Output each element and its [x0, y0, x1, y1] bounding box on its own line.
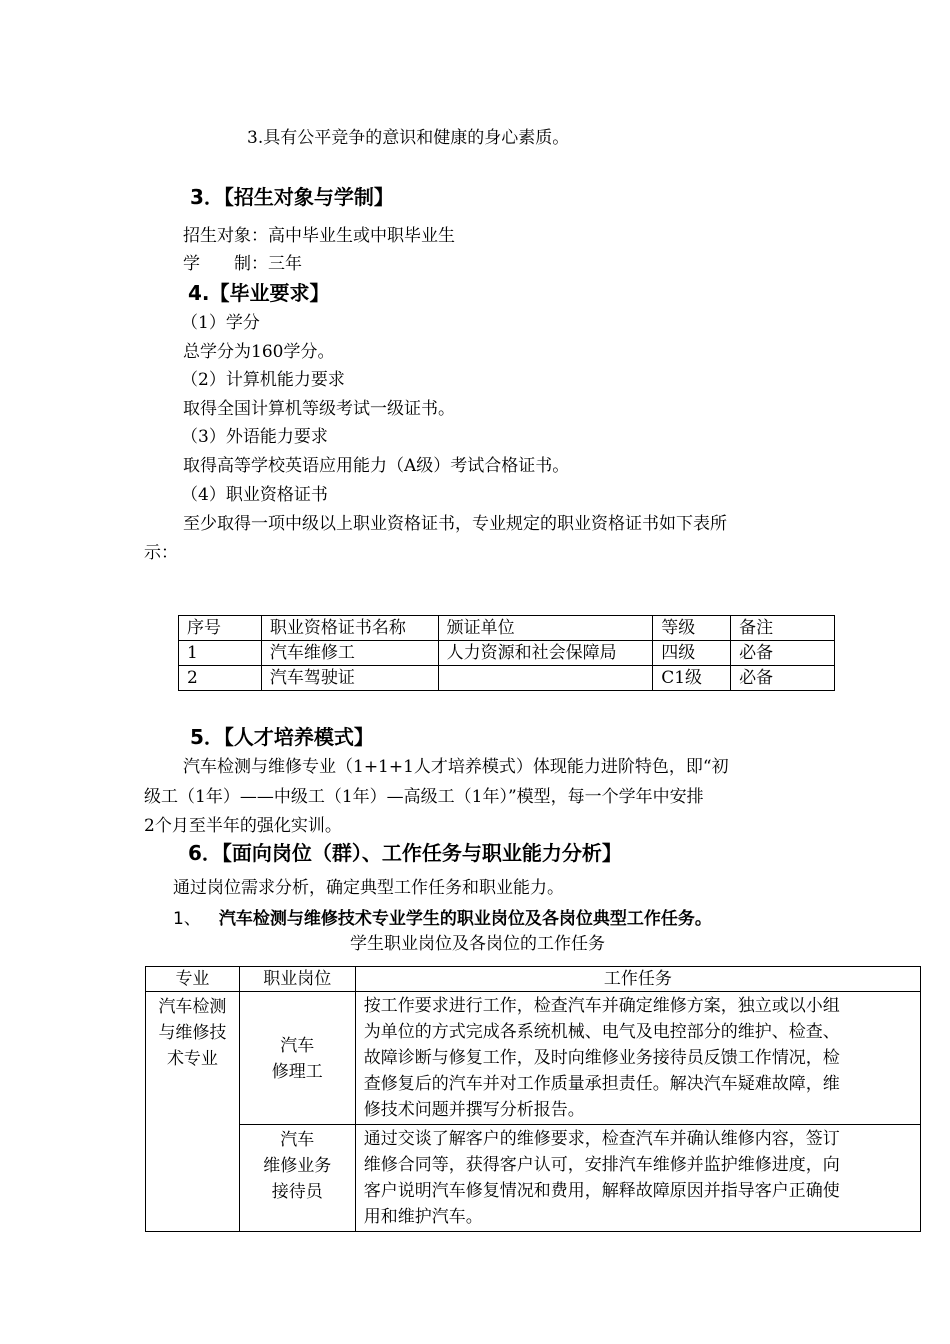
- job-table-caption: 学生职业岗位及各岗位的工作任务: [350, 934, 605, 954]
- cert-cell: 必备: [731, 641, 835, 666]
- cert-header-cell: 等级: [653, 616, 731, 641]
- task-line: 修技术问题并撰写分析报告。: [363, 1100, 585, 1120]
- cert-cell: 必备: [731, 666, 835, 691]
- table-row: [146, 1125, 921, 1232]
- cert-cell: C1级: [653, 666, 731, 691]
- task-line: 维修合同等，获得客户认可，安排汽车维修并监护维修进度，向: [363, 1155, 840, 1175]
- task-line: 用和维护汽车。: [363, 1207, 483, 1227]
- req-cert-text-2: 示：: [144, 543, 178, 563]
- section-5-line-3: 2个月至半年的强化实训。: [144, 816, 342, 836]
- task-cell: [355, 1125, 920, 1232]
- post-cell: [239, 992, 355, 1125]
- req-computer-title: （2）计算机能力要求: [181, 370, 345, 390]
- job-header-cell: 专业: [146, 967, 240, 992]
- table-row: [179, 641, 835, 666]
- section-4-heading: 4.【毕业要求】: [188, 281, 330, 305]
- cert-table: [178, 615, 835, 691]
- cert-cell: 四级: [653, 641, 731, 666]
- subheading-title: 汽车检测与维修技术专业学生的职业岗位及各岗位典型工作任务。: [218, 909, 712, 929]
- task-line: 按工作要求进行工作，检查汽车并确定维修方案，独立或以小组: [363, 996, 840, 1016]
- job-header-cell: 职业岗位: [239, 967, 355, 992]
- cert-table-header: [179, 616, 835, 641]
- cert-header-cell: 职业资格证书名称: [261, 616, 438, 641]
- post-line: 维修业务: [263, 1156, 332, 1176]
- section-6-intro: 通过岗位需求分析，确定典型工作任务和职业能力。: [173, 878, 564, 898]
- cert-header-cell: 颁证单位: [438, 616, 653, 641]
- duration-value: ：三年: [251, 254, 302, 274]
- section-3-heading: 3．【招生对象与学制】: [190, 185, 394, 209]
- req-cert-title: （4）职业资格证书: [181, 485, 328, 505]
- req-language-text: 取得高等学校英语应用能力（A级）考试合格证书。: [183, 456, 570, 476]
- duration-label: 学 制: [183, 254, 251, 274]
- post-cell: [239, 1125, 355, 1232]
- cert-cell: 人力资源和社会保障局: [438, 641, 653, 666]
- req-credits-text: 总学分为160学分。: [183, 342, 335, 362]
- major-line: 与维修技: [158, 1023, 227, 1043]
- section-5-line-1: 汽车检测与维修专业（1+1+1人才培养模式）体现能力进阶特色，即“初: [183, 757, 729, 777]
- task-line: 故障诊断与修复工作，及时向维修业务接待员反馈工作情况，检: [363, 1048, 840, 1068]
- section-5-heading: 5．【人才培养模式】: [190, 725, 374, 749]
- cert-cell: 2: [179, 666, 262, 691]
- job-table: [145, 966, 921, 1232]
- subheading-number: 1、: [173, 909, 201, 929]
- enrollment-line: 招生对象：高中毕业生或中职毕业生: [183, 226, 455, 246]
- duration-line: [183, 254, 302, 274]
- section-6-subheading: [173, 909, 712, 929]
- item-3-text: 3.具有公平竞争的意识和健康的身心素质。: [247, 128, 570, 148]
- section-5-line-2: 级工（1年）——中级工（1年）—高级工（1年）”模型，每一个学年中安排: [144, 787, 704, 807]
- req-credits-title: （1）学分: [181, 313, 260, 333]
- post-line: 汽车: [280, 1130, 315, 1150]
- task-line: 客户说明汽车修复情况和费用，解释故障原因并指导客户正确使: [363, 1181, 840, 1201]
- section-6-heading: 6．【面向岗位（群）、工作任务与职业能力分析】: [188, 841, 622, 865]
- cert-header-cell: 序号: [179, 616, 262, 641]
- task-cell: [355, 992, 920, 1125]
- req-computer-text: 取得全国计算机等级考试一级证书。: [183, 399, 455, 419]
- table-row: [146, 992, 921, 1125]
- cert-cell: 汽车维修工: [261, 641, 438, 666]
- major-cell: [146, 992, 240, 1232]
- task-line: 查修复后的汽车并对工作质量承担责任。解决汽车疑难故障，维: [363, 1074, 840, 1094]
- major-line: 汽车检测: [158, 997, 227, 1017]
- post-line: 修理工: [271, 1062, 323, 1082]
- cert-cell: [438, 666, 653, 691]
- table-row: [179, 666, 835, 691]
- cert-cell: 汽车驾驶证: [261, 666, 438, 691]
- cert-cell: 1: [179, 641, 262, 666]
- job-table-header: [146, 967, 921, 992]
- req-cert-text-1: 至少取得一项中级以上职业资格证书，专业规定的职业资格证书如下表所: [183, 514, 727, 534]
- req-language-title: （3）外语能力要求: [181, 427, 328, 447]
- task-line: 通过交谈了解客户的维修要求，检查汽车并确认维修内容，签订: [363, 1129, 840, 1149]
- job-header-cell: 工作任务: [355, 967, 920, 992]
- major-line: 术专业: [166, 1049, 218, 1069]
- post-line: 接待员: [271, 1182, 323, 1202]
- task-line: 为单位的方式完成各系统机械、电气及电控部分的维护、检查、: [363, 1022, 840, 1042]
- cert-header-cell: 备注: [731, 616, 835, 641]
- post-line: 汽车: [280, 1036, 315, 1056]
